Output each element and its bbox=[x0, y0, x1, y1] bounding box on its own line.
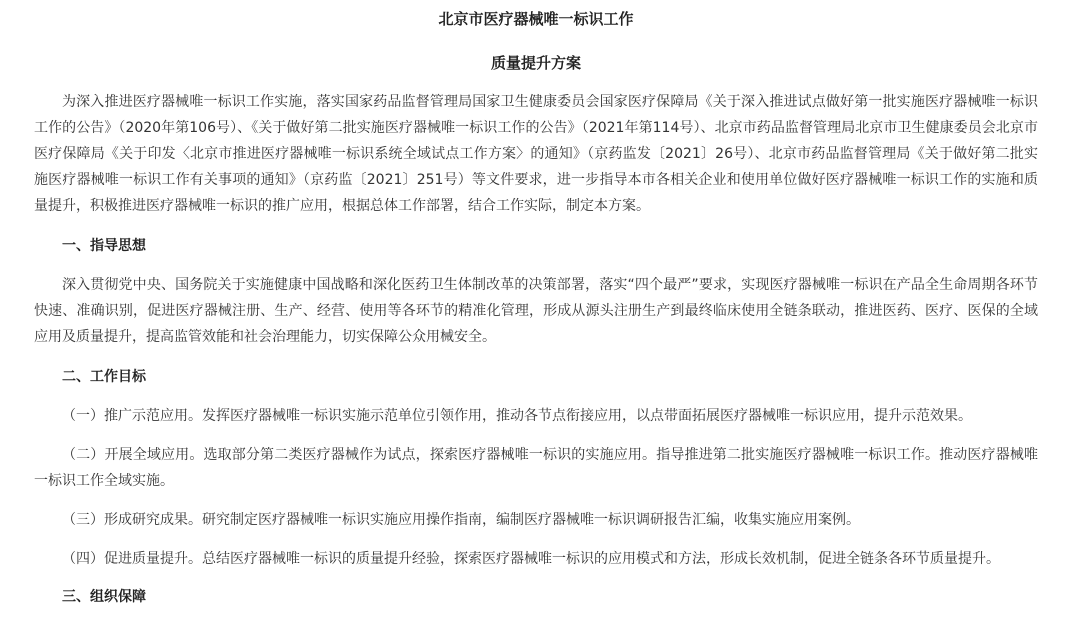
goal-item-4: （四）促进质量提升。总结医疗器械唯一标识的质量提升经验，探索医疗器械唯一标识的应用模式和方法，形成长效机制，促进全链条各环节质量提升。 bbox=[62, 551, 1000, 567]
section-heading-work-goals: 二、工作目标 bbox=[62, 369, 146, 385]
goal-item-2: （二）开展全域应用。选取部分第二类医疗器械作为试点，探索医疗器械唯一标识的实施应用。指导推进第二批实施医疗器械唯一标识工作。推动医疗器械唯一标识工作全域实施。 bbox=[34, 447, 1038, 489]
section-heading-guiding-thought: 一、指导思想 bbox=[62, 238, 146, 254]
document-title: 北京市医疗器械唯一标识工作 bbox=[438, 10, 634, 28]
goal-item-3: （三）形成研究成果。研究制定医疗器械唯一标识实施应用操作指南，编制医疗器械唯一标识调研报告汇编，收集实施应用案例。 bbox=[62, 512, 860, 528]
guiding-thought-paragraph: 深入贯彻党中央、国务院关于实施健康中国战略和深化医药卫生体制改革的决策部署，落实“四个最严”要求，实现医疗器械唯一标识在产品全生命周期各环节快速、准确识别，促进医疗器械注册、生产、经营、使用等各环节的精准化管理，形成从源头注册生产到最终临床使用全链条联动，推进医药、医疗、医保的全域应用及质量提升，提高监管效能和社会治理能力，切实保障公众用械安全。 bbox=[34, 277, 1038, 345]
goal-item-1: （一）推广示范应用。发挥医疗器械唯一标识实施示范单位引领作用，推动各节点衔接应用，以点带面拓展医疗器械唯一标识应用，提升示范效果。 bbox=[62, 408, 972, 424]
section-heading-organization: 三、组织保障 bbox=[62, 589, 146, 605]
document-subtitle: 质量提升方案 bbox=[490, 54, 581, 72]
intro-paragraph: 为深入推进医疗器械唯一标识工作实施，落实国家药品监督管理局国家卫生健康委员会国家医疗保障局《关于深入推进试点做好第一批实施医疗器械唯一标识工作的公告》（2020年第106号）、《关于做好第二批实施医疗器械唯一标识工作的公告》（2021年第114号）、北京市药品监督管理局北京市卫生健康委员会北京市医疗保障局《关于印发〈北京市推进医疗器械唯一标识系统全域试点工作方案〉的通知》（京药监发〔2021〕26号）、北京市药品监督管理局《关于做好第二批实施医疗器械唯一标识工作有关事项的通知》（京药监〔2021〕251号）等文件要求，进一步指导本市各相关企业和使用单位做好医疗器械唯一标识工作的实施和质量提升，积极推进医疗器械唯一标识的推广应用，根据总体工作部署，结合工作实际，制定本方案。 bbox=[34, 94, 1038, 214]
